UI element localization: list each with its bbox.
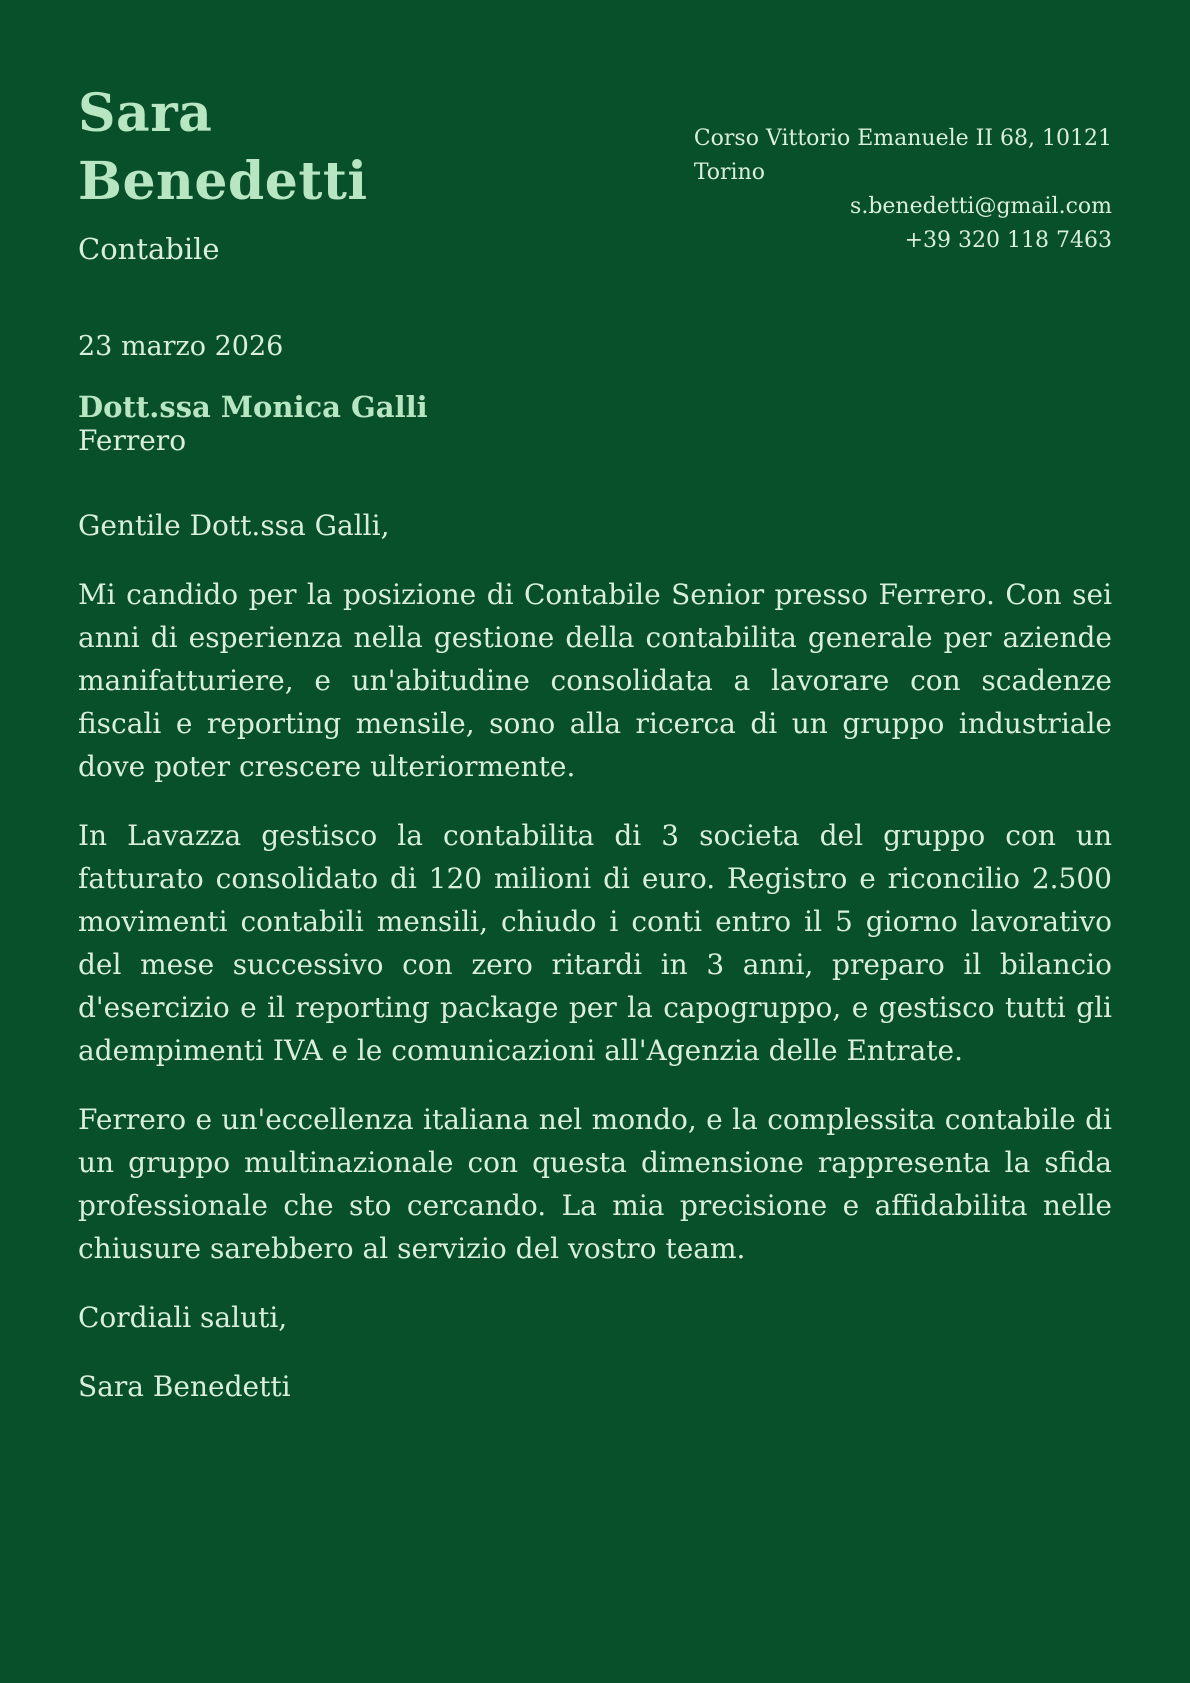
applicant-last-name: Benedetti xyxy=(78,151,368,212)
letter-body xyxy=(78,504,1112,1408)
paragraph-3: Ferrero e un'eccellenza italiana nel mondo, e la complessita contabile di un gruppo multinazionale con questa dimensione rappresenta la sfida professionale che sto cercando. La mia precisione e affidabilita nelle chiusure sarebbero al servizio del vostro team. xyxy=(78,1102,1112,1265)
contact-address xyxy=(694,122,1112,190)
contact-email: s.benedetti@gmail.com xyxy=(850,194,1112,219)
contact-block xyxy=(694,122,1112,258)
salutation: Gentile Dott.ssa Galli, xyxy=(78,508,390,542)
recipient-company: Ferrero xyxy=(78,423,187,457)
closing: Cordiali saluti, xyxy=(78,1300,288,1334)
contact-phone: +39 320 118 7463 xyxy=(904,228,1112,253)
contact-address-line-1: Corso Vittorio Emanuele II 68, 10121 xyxy=(693,126,1112,151)
applicant-first-name: Sara xyxy=(78,83,213,144)
recipient-name: Dott.ssa Monica Galli xyxy=(78,389,428,424)
letter-date: 23 marzo 2026 xyxy=(78,330,284,362)
recipient-block xyxy=(78,390,1112,458)
applicant-role: Contabile xyxy=(78,232,220,266)
applicant-name xyxy=(78,80,368,216)
header xyxy=(78,80,1112,267)
paragraph-1: Mi candido per la posizione di Contabile Senior presso Ferrero. Con sei anni di esperienza nella gestione della contabilita generale per aziende manifatturiere, e un'abitudine consolidata a lavorare con scadenze fiscali e reporting mensile, sono alla ricerca di un gruppo industriale dove poter crescere ulteriormente. xyxy=(78,577,1112,783)
signature: Sara Benedetti xyxy=(78,1369,291,1403)
paragraph-2: In Lavazza gestisco la contabilita di 3 societa del gruppo con un fatturato consolidato di 120 milioni di euro. Registro e riconcilio 2.500 movimenti contabili mensili, chiudo i conti entro il 5 giorno lavorativo del mese successivo con zero ritardi in 3 anni, preparo il bilancio d'esercizio e il reporting package per la capogruppo, e gestisco tutti gli adempimenti IVA e le comunicazioni all'Agenzia delle Entrate. xyxy=(78,818,1112,1067)
identity-block xyxy=(78,80,368,267)
contact-address-line-2: Torino xyxy=(693,160,766,185)
